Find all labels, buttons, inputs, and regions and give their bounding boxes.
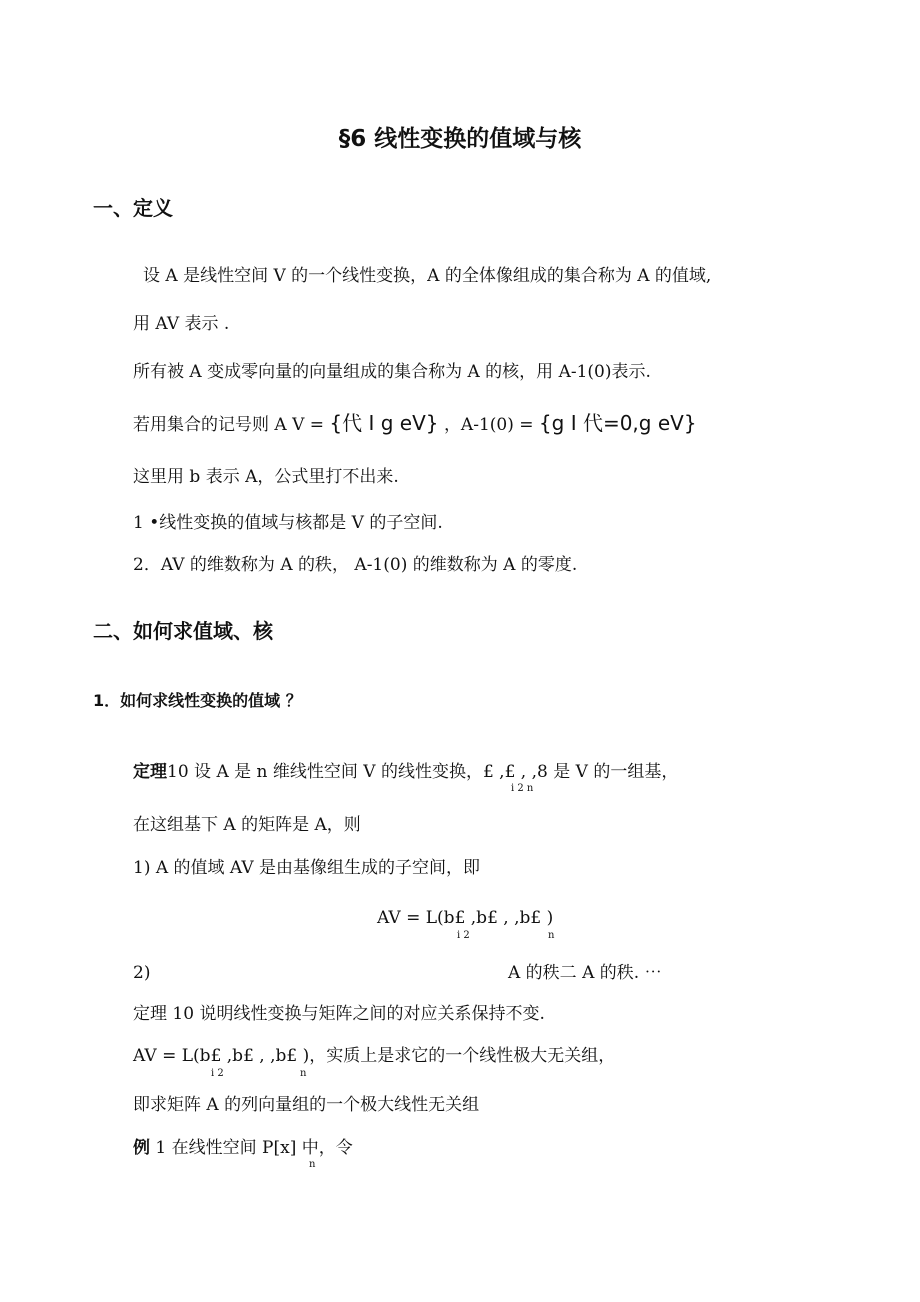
- theorem-line-2: 在这组基下 A 的矩阵是 A，则: [133, 815, 361, 835]
- equation-line-2: [133, 1045, 615, 1067]
- equation-2-subscript-i2: i 2: [211, 1068, 224, 1079]
- note-line-1: 1 •线性变换的值域与核都是 V 的子空间.: [133, 513, 443, 533]
- set-notation-middle: ，A-1(0) =: [443, 415, 534, 435]
- page-title: §6 线性变换的值域与核: [338, 126, 582, 152]
- kernel-set: {g I 代=0,g eV}: [538, 411, 697, 435]
- example-1-line: [133, 1137, 353, 1159]
- example-label: 例: [133, 1138, 150, 1158]
- item-2-text: A 的秩二 A 的秩. ⋯: [508, 963, 662, 983]
- item-1-line: 1) A 的值域 AV 是由基像组生成的子空间，即: [133, 858, 481, 878]
- note-line-2: 2．AV 的维数称为 A 的秩， A-1(0) 的维数称为 A 的零度.: [133, 555, 578, 575]
- equation-range-span: AV = L(b£ ,b£ , ,b£ ): [377, 908, 554, 928]
- equation-2-text: ，实质上是求它的一个线性极大无关组，: [309, 1046, 616, 1066]
- set-notation-prefix: 若用集合的记号则 A V =: [133, 415, 325, 435]
- definition-line-1: 设 A 是线性空间 V 的一个线性变换，A 的全体像组成的集合称为 A 的值域,: [143, 266, 712, 286]
- theorem-10-note: 定理 10 说明线性变换与矩阵之间的对应关系保持不变.: [133, 1004, 545, 1024]
- equation-subscript-i2: i 2: [457, 930, 470, 941]
- definition-line-2: 用 AV 表示 .: [133, 314, 230, 334]
- equation-2-subscript-n: n: [300, 1068, 307, 1079]
- theorem-subscripts: i 2 n: [511, 783, 534, 794]
- set-notation-line: [133, 412, 697, 436]
- section-heading-definition: 一、定义: [93, 196, 173, 220]
- equation-subscript-n: n: [548, 930, 555, 941]
- equation-2-formula: AV = L(b£ ,b£ , ,b£ ): [133, 1046, 310, 1066]
- item-2-number: 2): [133, 963, 151, 983]
- subsection-heading-range: 1．如何求线性变换的值域 ？: [93, 691, 302, 710]
- theorem-text: 10 设 A 是 n 维线性空间 V 的线性变换，£ ,£ , ,8 是 V 的一组基，: [167, 762, 679, 782]
- section-heading-how-to: 二、如何求值域、核: [93, 619, 273, 643]
- range-set: {代 I g eV}: [329, 411, 439, 435]
- theorem-10-line: [133, 761, 678, 783]
- max-independent-line: 即求矩阵 A 的列向量组的一个极大线性无关组: [133, 1095, 480, 1115]
- example-text: 1 在线性空间 P[x] 中，令: [155, 1138, 353, 1158]
- example-subscript-n: n: [309, 1159, 316, 1170]
- theorem-label: 定理: [133, 762, 167, 782]
- definition-line-5: 这里用 b 表示 A，公式里打不出来.: [133, 467, 399, 487]
- definition-line-3: 所有被 A 变成零向量的向量组成的集合称为 A 的核，用 A-1(0)表示.: [133, 362, 651, 382]
